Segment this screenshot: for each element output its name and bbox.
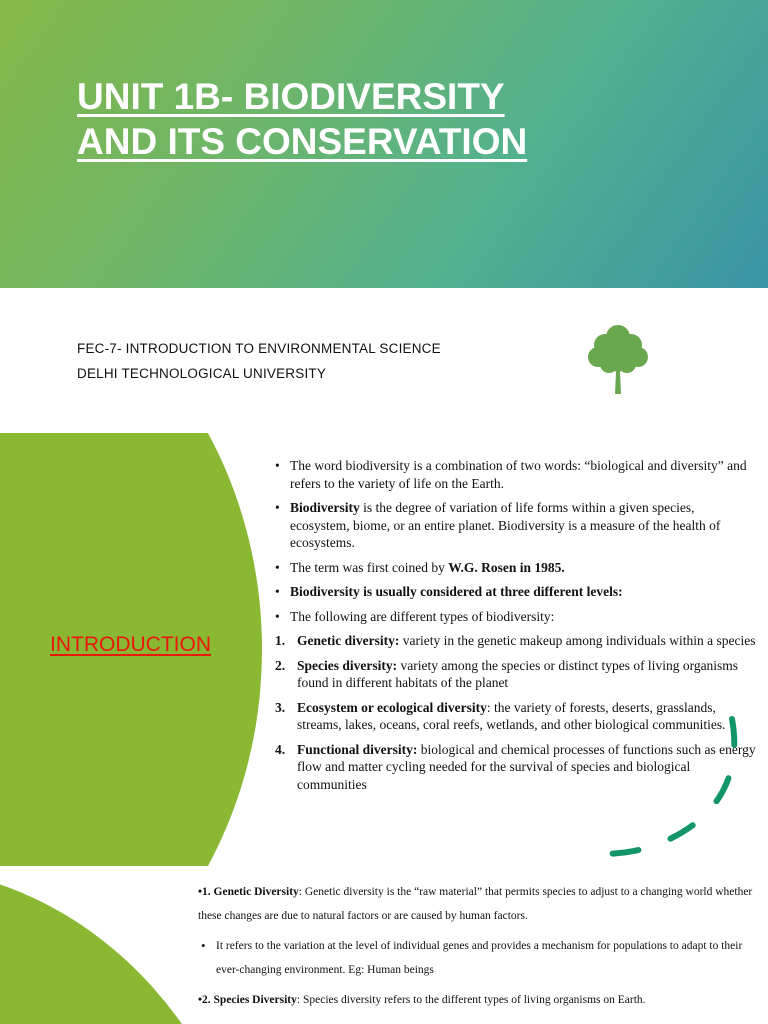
tree-icon	[580, 320, 656, 396]
introduction-heading: INTRODUCTION	[50, 633, 211, 656]
diversity-type-functional: 4. Functional diversity: biological and chemical processes of functions such as energy flow and matter cycling needed for the survival of species and biological communities	[275, 741, 756, 792]
decorative-dashed-arc	[590, 713, 760, 863]
species-diversity-paragraph: •2. Species Diversity: Species diversity refers to the different types of living organisms on Earth.	[198, 994, 646, 1006]
diversity-type-ecosystem: 3. Ecosystem or ecological diversity: the variety of forests, deserts, grasslands, streams, lakes, oceans, coral reefs, wetlands, and other biological communities.	[275, 699, 726, 732]
subtitle-block	[77, 336, 441, 386]
genetic-diversity-slide	[0, 866, 768, 1024]
genetic-diversity-paragraph: •1. Genetic Diversity: Genetic diversity is the “raw material” that permits species to adjust to a changing world whether these changes are due to natural factors or are caused by human factors.	[198, 886, 753, 922]
list-item: • The following are different types of biodiversity:	[272, 608, 756, 626]
list-item: • The word biodiversity is a combination of two words: “biological and diversity” and refers to the variety of life on the Earth.	[272, 457, 756, 492]
list-item: • Biodiversity is the degree of variation of life forms within a given species, ecosystem, biome, or an entire planet. Biodiversity is a measure of the health of ecosystems.	[272, 499, 756, 552]
title-slide	[0, 0, 768, 433]
list-item: • It refers to the variation at the level of individual genes and provides a mechanism for populations to adapt to their ever-changing environment. Eg: Human beings	[198, 934, 764, 982]
slide-title: UNIT 1B- BIODIVERSITY AND ITS CONSERVATION	[77, 76, 528, 162]
diversity-type-species: 2. Species diversity: variety among the species or distinct types of living organisms found in different habitats of the planet	[275, 657, 739, 690]
university-name: DELHI TECHNOLOGICAL UNIVERSITY	[77, 366, 327, 381]
list-item: • Biodiversity is usually considered at three different levels:	[272, 583, 756, 601]
slide3-text	[198, 880, 764, 1018]
course-name: FEC-7- INTRODUCTION TO ENVIRONMENTAL SCIENCE	[77, 341, 441, 356]
list-item: • The term was first coined by W.G. Rosen in 1985.	[272, 559, 756, 577]
diversity-type-genetic: 1. Genetic diversity: variety in the genetic makeup among individuals within a species	[275, 633, 756, 648]
introduction-slide	[0, 433, 768, 866]
